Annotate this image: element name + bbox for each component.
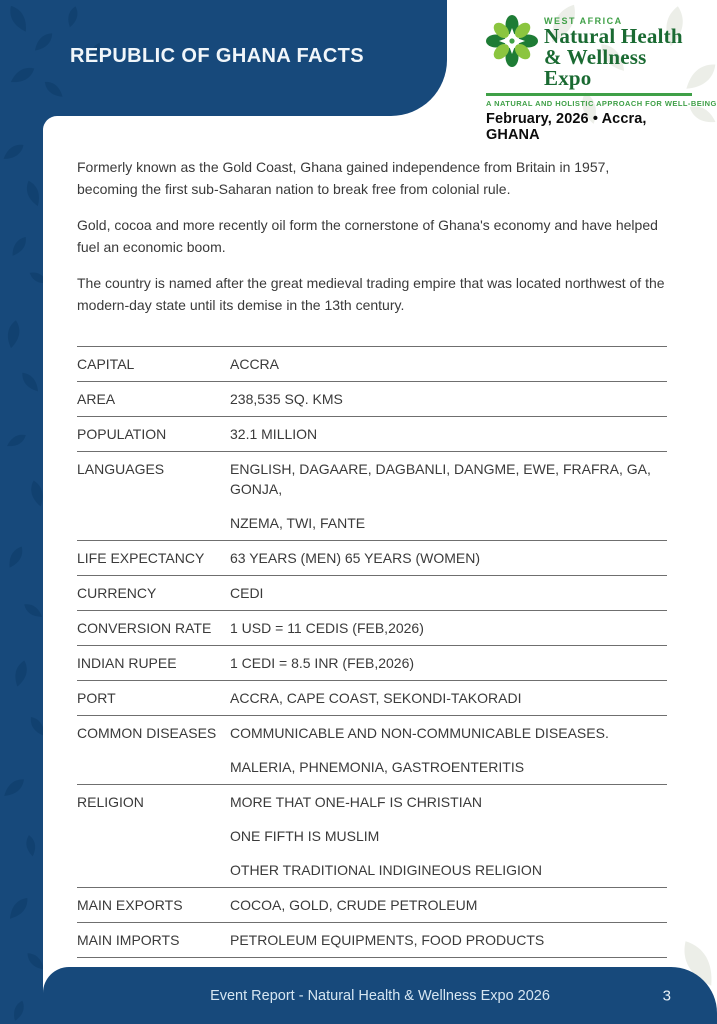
- fact-values: [230, 792, 667, 880]
- fact-label: CAPITAL: [77, 356, 135, 372]
- fact-row: [77, 887, 667, 922]
- fact-label: CONVERSION RATE: [77, 620, 212, 636]
- fact-label: AREA: [77, 391, 116, 407]
- fact-value-line: ENGLISH, DAGAARE, DAGBANLI, DANGME, EWE, FRAFRA, GA, GONJA,: [230, 461, 651, 497]
- page-footer: [43, 967, 717, 1024]
- leaf-pattern-strip: [0, 0, 43, 1024]
- fact-row: [77, 540, 667, 575]
- fact-values: [230, 618, 667, 638]
- fact-row: [77, 715, 667, 784]
- event-date: February, 2026 • Accra, GHANA: [486, 111, 647, 143]
- fact-value-line: CEDI: [230, 585, 264, 601]
- fact-value-line: ACCRA: [230, 356, 280, 372]
- fact-value-line: COCOA, GOLD, CRUDE PETROLEUM: [230, 897, 478, 913]
- fact-values: [230, 653, 667, 673]
- fact-values: [230, 389, 667, 409]
- fact-row: [77, 610, 667, 645]
- intro-paragraph: Gold, cocoa and more recently oil form the cornerstone of Ghana's economy and have helped fuel an economic boom.: [77, 217, 658, 255]
- fact-value-line: 1 CEDI = 8.5 INR (FEB,2026): [230, 655, 415, 671]
- rounded-corner-junction: [43, 116, 69, 142]
- main-content: [77, 157, 667, 958]
- fact-values: [230, 459, 667, 533]
- fact-value-line: MORE THAT ONE-HALF IS CHRISTIAN: [230, 794, 483, 810]
- fact-label: PORT: [77, 690, 116, 706]
- fact-value-line: MALERIA, PHNEMONIA, GASTROENTERITIS: [230, 759, 525, 775]
- green-flower-star-icon: [486, 15, 538, 67]
- logo-divider: [486, 93, 692, 96]
- logo-region-label: WEST AFRICA: [544, 16, 623, 26]
- fact-label: RELIGION: [77, 794, 144, 810]
- fact-row: [77, 784, 667, 887]
- facts-table: [77, 346, 667, 958]
- page-header-banner: [0, 0, 447, 116]
- fact-value-line: COMMUNICABLE AND NON-COMMUNICABLE DISEASES.: [230, 725, 609, 741]
- fact-row: [77, 451, 667, 540]
- fact-values: [230, 688, 667, 708]
- logo-name-line2: & Wellness Expo: [544, 45, 647, 90]
- fact-value-line: PETROLEUM EQUIPMENTS, FOOD PRODUCTS: [230, 932, 545, 948]
- logo-tagline: A NATURAL AND HOLISTIC APPROACH FOR WELL-BEING: [486, 99, 717, 108]
- fact-values: [230, 723, 667, 777]
- fact-value-line: ONE FIFTH IS MUSLIM: [230, 828, 380, 844]
- fact-row: [77, 346, 667, 381]
- logo-name-line1: Natural Health: [544, 24, 683, 48]
- intro-paragraph: Formerly known as the Gold Coast, Ghana gained independence from Britain in 1957, becoming the first sub-Saharan nation to break free from colonial rule.: [77, 159, 610, 197]
- fact-label: COMMON DISEASES: [77, 725, 217, 741]
- fact-value-line: OTHER TRADITIONAL INDIGINEOUS RELIGION: [230, 862, 542, 878]
- fact-value-line: 63 YEARS (MEN) 65 YEARS (WOMEN): [230, 550, 480, 566]
- fact-label: MAIN EXPORTS: [77, 897, 183, 913]
- fact-label: INDIAN RUPEE: [77, 655, 177, 671]
- fact-value-line: 32.1 MILLION: [230, 426, 318, 442]
- fact-values: [230, 424, 667, 444]
- fact-label: CURRENCY: [77, 585, 157, 601]
- fact-values: [230, 895, 667, 915]
- leaf-icon: [0, 0, 43, 1024]
- fact-label: POPULATION: [77, 426, 167, 442]
- fact-values: [230, 930, 667, 950]
- fact-value-line: ACCRA, CAPE COAST, SEKONDI-TAKORADI: [230, 690, 522, 706]
- fact-row: [77, 381, 667, 416]
- fact-values: [230, 354, 667, 374]
- fact-values: [230, 548, 667, 568]
- page-number: 3: [662, 987, 671, 1004]
- fact-label: LANGUAGES: [77, 461, 165, 477]
- footer-report-title: Event Report - Natural Health & Wellness Expo 2026: [210, 987, 550, 1004]
- expo-logo: [486, 15, 717, 143]
- fact-row: [77, 922, 667, 958]
- fact-value-line: NZEMA, TWI, FANTE: [230, 515, 366, 531]
- fact-values: [230, 583, 667, 603]
- fact-value-line: 238,535 SQ. KMS: [230, 391, 343, 407]
- fact-row: [77, 645, 667, 680]
- fact-row: [77, 680, 667, 715]
- fact-row: [77, 416, 667, 451]
- fact-value-line: 1 USD = 11 CEDIS (FEB,2026): [230, 620, 424, 636]
- fact-label: MAIN IMPORTS: [77, 932, 180, 948]
- fact-label: LIFE EXPECTANCY: [77, 550, 205, 566]
- intro-paragraph: The country is named after the great medieval trading empire that was located northwest of the modern-day state until its demise in the 13th century.: [77, 275, 665, 313]
- page-title: REPUBLIC OF GHANA FACTS: [70, 45, 365, 67]
- fact-row: [77, 575, 667, 610]
